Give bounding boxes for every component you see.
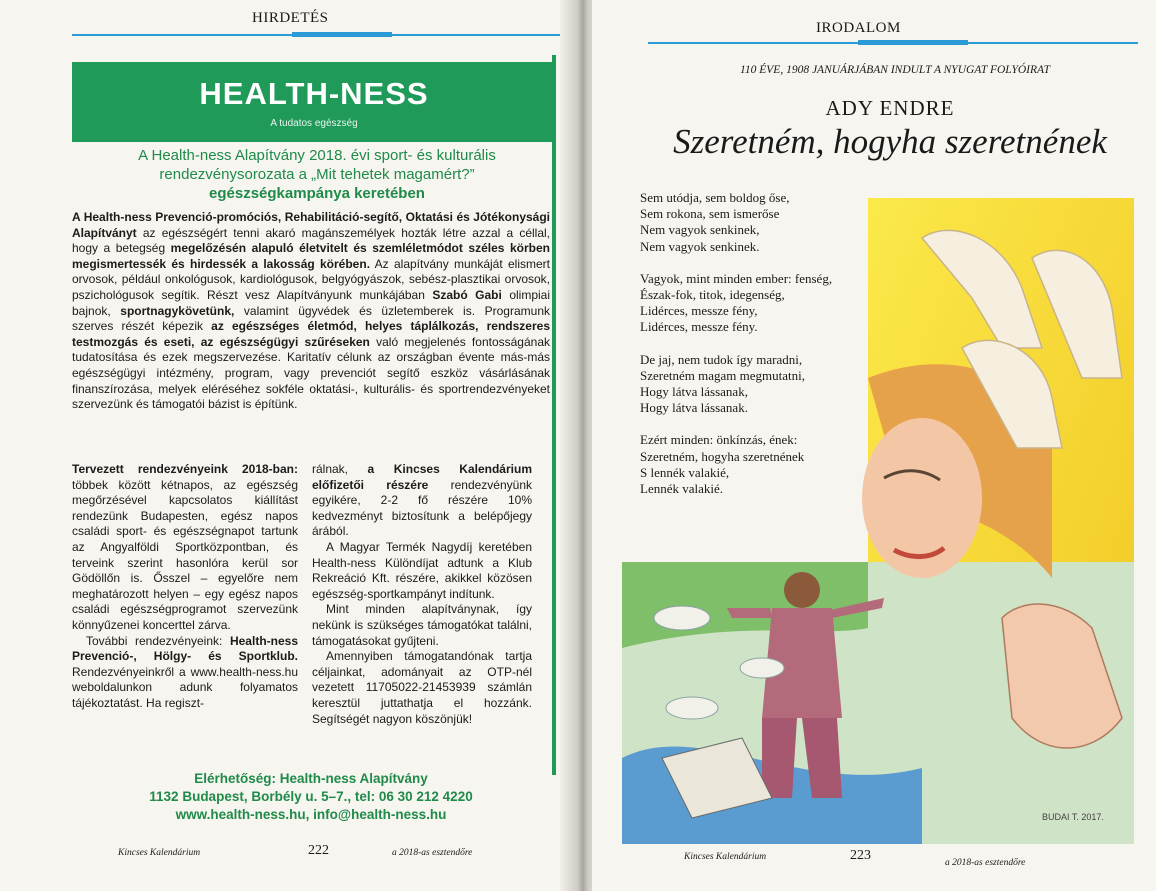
right-page-header: IRODALOM	[816, 20, 901, 36]
poem-line: Lidérces, messze fény.	[640, 319, 758, 335]
illustration-signature: BUDAI T. 2017.	[1042, 812, 1104, 822]
intro-span: megelőzésén alapuló életvitelt és szemléletmódot széles körben megismertessék és hirdessék a lakosság körében.	[72, 241, 550, 271]
health-ness-banner	[72, 62, 556, 142]
col1-span: Tervezett rendezvényeink 2018-ban:	[72, 462, 298, 476]
right-footer-title: Kincses Kalendárium	[684, 852, 767, 862]
right-page-number: 223	[850, 848, 871, 863]
poem-line: Szeretném magam megmutatni,	[640, 367, 805, 383]
poem-line: Nem vagyok senkinek.	[640, 238, 760, 254]
intro-span: Az alapítvány munkáját elismert orvosok, például onkológusok, kardiológusok, belgyógyászok, sebész-plasztikai orvosok, pszichológusok segítik. Részt vesz Alapítványunk munkájában	[72, 256, 550, 302]
poem-line: Hogy látva lássanak,	[640, 384, 748, 400]
col1-span: További rendezvényeink:	[86, 633, 230, 648]
left-footer-year: a 2018-as esztendőre	[392, 848, 473, 858]
poem-line: Szeretném, hogyha szeretnének	[640, 448, 805, 464]
contact-block	[72, 770, 550, 824]
intro-span: A Health-ness Prevenció-promóciós, Rehabilitáció-segítő, Oktatási és Jótékonysági Alapítványt	[72, 210, 550, 240]
col2-span: a Kincses Kalendárium előfizetői részére	[312, 462, 532, 492]
headline-line-3: egészségkampánya keretében	[209, 185, 425, 202]
poem-line: De jaj, nem tudok így maradni,	[640, 351, 803, 367]
col2-span: rálnak,	[312, 462, 368, 476]
col2-paragraph: A Magyar Termék Nagydíj keretében Health-ness Különdíjat adtunk a Klub Rekreáció Kft. részére, akikkel közösen egészség-sportkampányt indítunk.	[312, 539, 532, 601]
left-page	[0, 0, 572, 891]
poem-kicker: 110 ÉVE, 1908 JANUÁRJÁBAN INDULT A NYUGAT FOLYÓIRAT	[739, 64, 1051, 76]
poem-text	[640, 190, 872, 513]
intro-span: való megjelenés fontosságának tudatosítása és ezek megszervezése. Karitatív célunk az országban évente más-más egészségügyi intézmény, program, vagy prevenciót segítő eszköz vásárlásának finanszírozása, melyek eléréséhez sokféle oktatási-, kulturális- és sportrendezvényeket szervezünk és támogatói bázist is építünk.	[72, 334, 550, 412]
health-ness-logo: HEALTH-NESS	[199, 76, 429, 111]
banner-tagline: A tudatos egészség	[270, 118, 358, 129]
poem-stanza-4	[640, 432, 872, 497]
poem-title: Szeretném, hogyha szeretnének	[673, 122, 1107, 161]
headline-line-2: rendezvénysorozata a „Mit tehetek magamért?”	[159, 166, 475, 183]
poem-line: Sem rokona, sem ismerőse	[640, 206, 780, 222]
left-page-number: 222	[308, 843, 329, 858]
contact-line: Elérhetőség: Health-ness Alapítvány	[194, 771, 428, 786]
poem-stanza-2	[640, 271, 872, 336]
poem-line: Ezért minden: önkínzás, ének:	[640, 432, 798, 448]
poem-line: Nem vagyok senkinek,	[640, 222, 760, 238]
intro-span: az egészségért tenni akaró magánszemélyek hozták létre azzal a céllal, hogy a betegség	[72, 225, 550, 256]
left-header-rule	[72, 34, 570, 36]
col1-span: többek között kétnapos, az egészség megőrzésével kapcsolatos kiállítást rendezünk Budapesten, egész napos családi sport- és egészségnapot tartunk az Angyalföldi Sportközpontban, és terveink szerint hasonlóra kerül sor Gödöllőn is. Ősszel – egyelőre nem meghatározott helyen – egy egész napos családi egészségprogramot szervezünk könnyűzenei koncerttel zárva.	[72, 477, 298, 632]
poem-stanza-3	[640, 352, 872, 417]
right-footer-year: a 2018-as esztendőre	[945, 858, 1026, 868]
contact-line: www.health-ness.hu, info@health-ness.hu	[175, 807, 447, 822]
column-2	[312, 462, 532, 727]
poem-line: S lennék valakié,	[640, 464, 730, 480]
col1-span: Health-ness Prevenció-, Hölgy- és Sportklub.	[72, 633, 298, 664]
headline-line-1: A Health-ness Alapítvány 2018. évi sport- és kulturális	[138, 147, 496, 164]
right-header-rule	[648, 42, 1138, 44]
intro-span: valamint ügyvédek és üzletemberek is. Programunk szerves részét képezik	[72, 303, 550, 334]
ad-headline	[86, 146, 548, 203]
poem-stanza-1	[640, 190, 872, 255]
col2-paragraph: Mint minden alapítványnak, így nekünk is szükséges támogatókat találni, támogatásokat gyűjteni.	[312, 602, 532, 648]
intro-span: olimpiai bajnok,	[72, 287, 550, 318]
green-side-rule	[552, 55, 556, 775]
intro-span: sportnagykövetünk,	[120, 303, 235, 318]
column-1	[72, 462, 298, 712]
poem-line: Hogy látva lássanak.	[640, 400, 748, 416]
col1-span: Rendezvényeinkről a www.health-ness.hu weboldalunkon adunk folyamatos tájékoztatást. Ha regiszt-	[72, 664, 298, 710]
intro-span: Szabó Gabi	[432, 287, 502, 302]
poem-line: Észak-fok, titok, idegenség,	[640, 287, 785, 303]
poem-line: Lennék valakié.	[640, 481, 724, 497]
col2-span: rendezvényünk egyikére, 2-2 fő részére 10% kedvezményt biztosítunk a belépőjegy árából.	[312, 477, 532, 539]
col2-paragraph: Amennyiben támogatandónak tartja céljainkat, adományait az OTP-nél vezetett 11705022-21453939 számlán keresztül juttathatja el hozzánk. Segítségét nagyon köszönjük!	[312, 649, 532, 726]
poem-line: Vagyok, mint minden ember: fenség,	[640, 270, 833, 286]
intro-paragraph	[72, 210, 550, 413]
poem-line: Lidérces, messze fény,	[640, 303, 758, 319]
intro-span: az egészséges életmód, helyes táplálkozás, rendszeres testmozgás és eseti, az egészségügyi szűréseken	[72, 319, 550, 349]
left-footer-title: Kincses Kalendárium	[118, 848, 201, 858]
left-page-header: HIRDETÉS	[252, 10, 329, 26]
contact-line: 1132 Budapest, Borbély u. 5–7., tel: 06 30 212 4220	[149, 789, 473, 804]
poem-author: ADY ENDRE	[825, 96, 955, 120]
poem-line: Sem utódja, sem boldog őse,	[640, 190, 790, 205]
